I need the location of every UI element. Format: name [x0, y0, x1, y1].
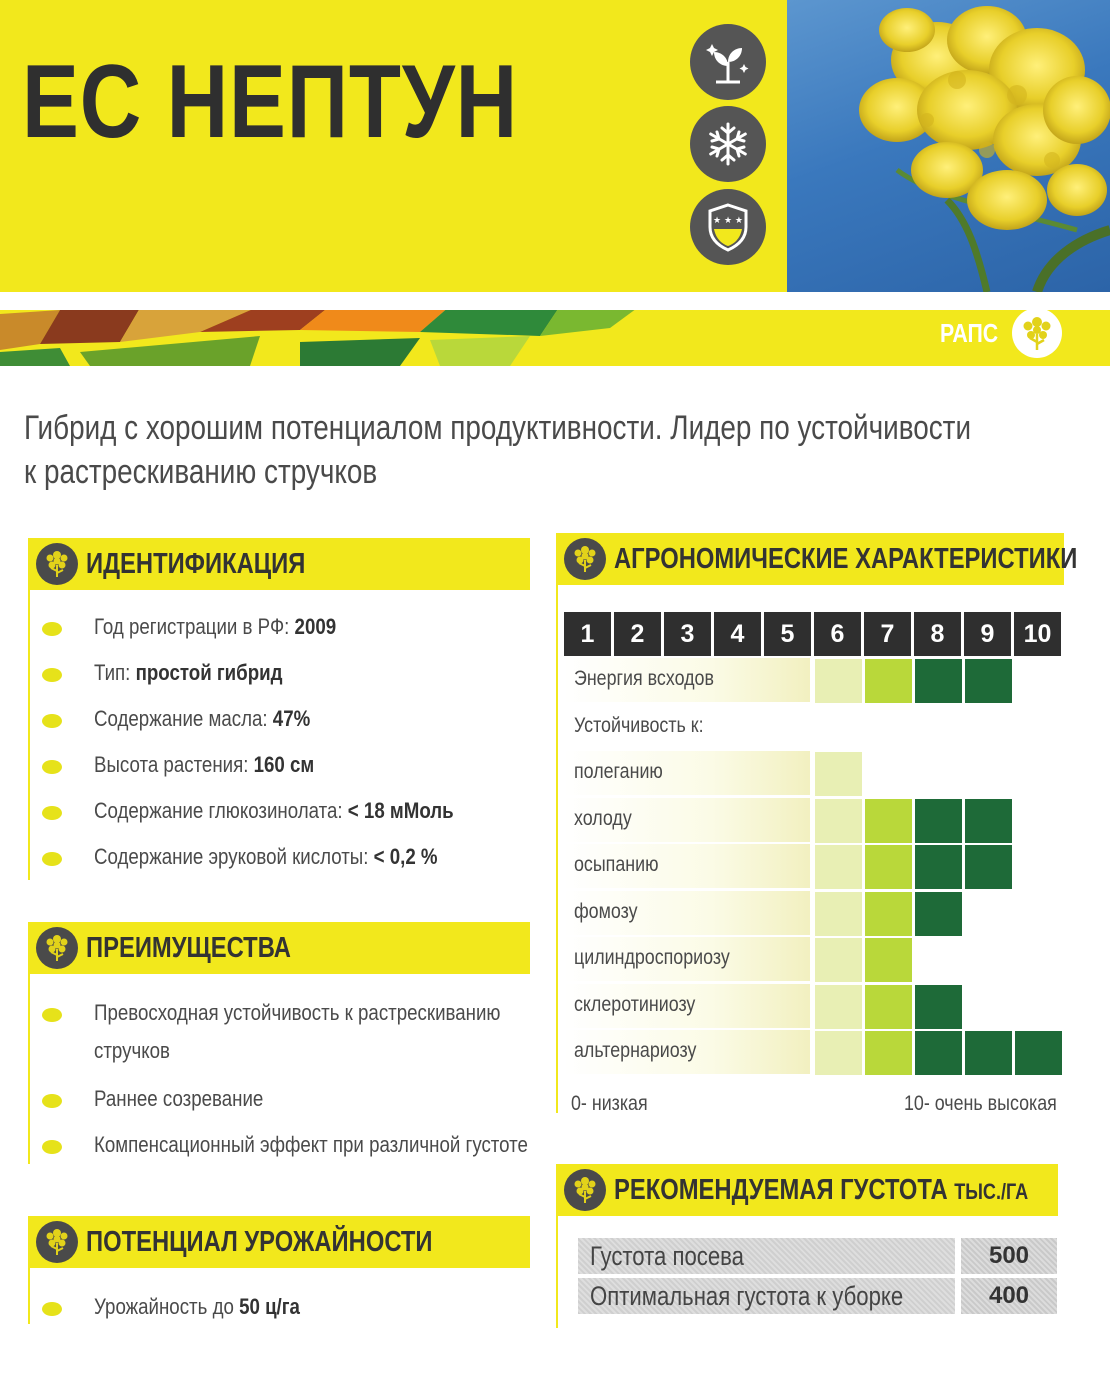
density-rule	[556, 1216, 558, 1328]
bullet-dot	[42, 714, 62, 728]
rating-cell	[815, 752, 862, 796]
rapeseed-badge-icon	[564, 1169, 606, 1211]
rapeseed-badge-icon	[36, 1221, 78, 1263]
rating-cell	[915, 799, 962, 843]
rating-cell	[815, 938, 862, 982]
density-unit: ТЫС./ГА	[954, 1179, 1029, 1204]
rating-cell	[865, 985, 912, 1029]
rating-cell	[965, 845, 1012, 889]
rating-cell	[1015, 1031, 1062, 1075]
density-heading	[556, 1164, 1058, 1216]
advantages-list	[28, 1000, 604, 1178]
list-item: Превосходная устойчивость к растрескиванию стручков	[28, 1000, 604, 1086]
rating-cell	[865, 845, 912, 889]
yield-heading	[28, 1216, 530, 1268]
rapeseed-flower-photo	[787, 0, 1110, 292]
list-item: Раннее созревание	[28, 1086, 604, 1132]
product-title: ЕС НЕПТУН	[22, 44, 519, 160]
snowflake-icon	[690, 106, 766, 182]
density-title	[614, 1174, 1028, 1207]
bullet-dot	[42, 806, 62, 820]
list-item: Год регистрации в РФ: 2009	[28, 614, 517, 660]
rating-cell	[915, 985, 962, 1029]
rating-row-label: фомозу	[574, 899, 638, 923]
rapeseed-badge-icon	[564, 538, 606, 580]
scale-number: 10	[1014, 612, 1061, 656]
bullet-dot	[42, 622, 62, 636]
scale-number: 2	[614, 612, 661, 656]
bullet-dot	[42, 1302, 62, 1316]
density-row	[578, 1278, 1057, 1314]
density-row	[578, 1238, 1057, 1274]
rating-row-label: цилиндроспориозу	[574, 946, 730, 969]
scale-number: 7	[864, 612, 911, 656]
yield-title: ПОТЕНЦИАЛ УРОЖАЙНОСТИ	[86, 1226, 433, 1258]
list-item: Содержание масла: 47%	[28, 706, 517, 752]
legend-high: 10- очень высокая	[904, 1092, 1057, 1115]
rating-cell	[965, 659, 1012, 703]
agronomic-title: АГРОНОМИЧЕСКИЕ ХАРАКТЕРИСТИКИ	[614, 543, 1078, 575]
bullet-dot	[42, 1094, 62, 1108]
scale-number: 6	[814, 612, 861, 656]
identification-list	[28, 614, 517, 890]
sprout-icon	[690, 24, 766, 100]
tagline	[24, 406, 1008, 494]
rating-cell	[815, 892, 862, 936]
bullet-dot	[42, 1008, 62, 1022]
rating-cell	[865, 1031, 912, 1075]
density-row-label: Оптимальная густота к уборке	[578, 1278, 955, 1314]
rating-cell	[865, 659, 912, 703]
crop-label: РАПС	[940, 318, 999, 348]
shield-stars-icon	[690, 189, 766, 265]
rating-cell	[915, 845, 962, 889]
rating-cell	[915, 659, 962, 703]
bullet-dot	[42, 852, 62, 866]
scale-number: 8	[914, 612, 961, 656]
header	[0, 0, 1110, 292]
rating-cell	[865, 892, 912, 936]
rating-cell	[865, 938, 912, 982]
identification-heading	[28, 538, 530, 590]
rating-cell	[965, 1031, 1012, 1075]
list-item: Содержание эруковой кислоты: < 0,2 %	[28, 844, 517, 890]
rating-cell	[915, 892, 962, 936]
density-row-value: 500	[961, 1238, 1057, 1274]
rating-cell	[815, 799, 862, 843]
list-item: Урожайность до 50 ц/га	[28, 1294, 336, 1340]
scale-number: 5	[764, 612, 811, 656]
svg-text:★ ★ ★: ★ ★ ★	[713, 216, 743, 226]
rating-row-label: Энергия всходов	[574, 667, 714, 690]
scale-number: 4	[714, 612, 761, 656]
rapeseed-badge-icon	[36, 927, 78, 969]
tagline-line-1: Гибрид с хорошим потенциалом продуктивности. Лидер по устойчивости	[24, 409, 972, 447]
rating-row-label: полеганию	[574, 760, 663, 783]
rating-cell	[865, 799, 912, 843]
density-row-label: Густота посева	[578, 1238, 955, 1274]
bullet-dot	[42, 760, 62, 774]
rating-row-label: склеротиниозу	[574, 992, 696, 1016]
legend-low: 0- низкая	[571, 1092, 648, 1115]
list-item: Тип: простой гибрид	[28, 660, 517, 706]
density-row-value: 400	[961, 1278, 1057, 1314]
rating-cell	[915, 1031, 962, 1075]
rating-row-label: холоду	[574, 806, 632, 830]
rating-row-label: осыпанию	[574, 853, 659, 876]
agronomic-heading	[556, 533, 1078, 585]
rating-row-label: альтернариозу	[574, 1039, 697, 1062]
stripe-gap	[0, 292, 1110, 310]
rapeseed-plant-icon	[1012, 308, 1062, 358]
rapeseed-badge-icon	[36, 543, 78, 585]
rating-cell	[815, 845, 862, 889]
bullet-dot	[42, 668, 62, 682]
identification-title: ИДЕНТИФИКАЦИЯ	[86, 548, 306, 580]
rating-cell	[815, 985, 862, 1029]
scale-number: 3	[664, 612, 711, 656]
tagline-line-2: к растрескиванию стручков	[24, 453, 378, 491]
rating-row-label: Устойчивость к:	[574, 713, 704, 737]
yield-list	[28, 1294, 336, 1340]
bullet-dot	[42, 1140, 62, 1154]
agronomic-rule	[556, 585, 558, 1113]
advantages-title: ПРЕИМУЩЕСТВА	[86, 932, 291, 964]
rating-cell	[815, 1031, 862, 1075]
scale-number: 9	[964, 612, 1011, 656]
list-item: Компенсационный эффект при различной густоте	[28, 1132, 604, 1178]
rating-cell	[815, 659, 862, 703]
list-item: Содержание глюкозинолата: < 18 мМоль	[28, 798, 517, 844]
advantages-heading	[28, 922, 530, 974]
scale-number: 1	[564, 612, 611, 656]
density-title-text: РЕКОМЕНДУЕМАЯ ГУСТОТА	[614, 1174, 948, 1206]
rating-cell	[965, 799, 1012, 843]
list-item: Высота растения: 160 см	[28, 752, 517, 798]
